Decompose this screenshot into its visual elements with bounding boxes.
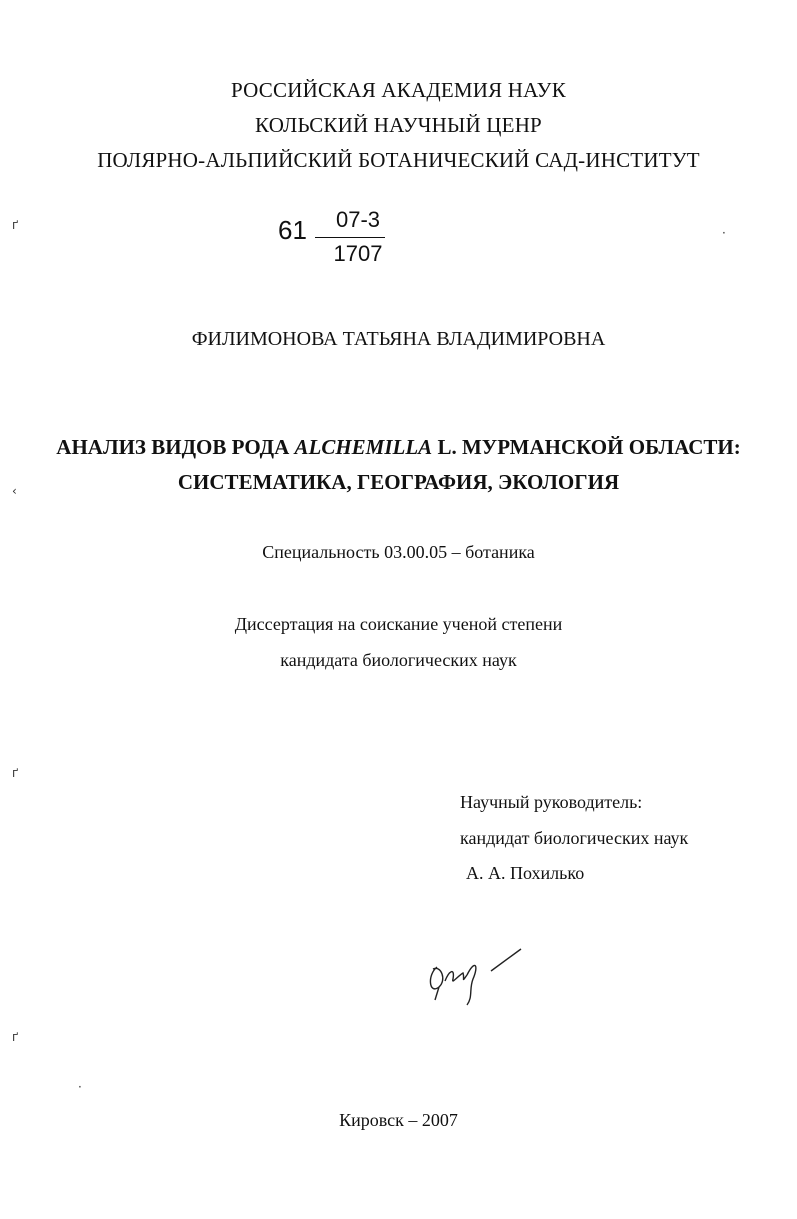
specialty: Специальность 03.00.05 – ботаника <box>262 542 535 562</box>
fraction-line <box>315 237 385 238</box>
title-line-2: СИСТЕМАТИКА, ГЕОГРАФИЯ, ЭКОЛОГИЯ <box>177 470 620 494</box>
advisor-label: Научный руководитель: <box>460 792 643 812</box>
scan-mark: ‹ <box>12 484 17 498</box>
title-part-1: АНАЛИЗ ВИДОВ РОДА <box>56 435 295 459</box>
scan-dot: · <box>722 226 726 240</box>
signature <box>425 945 525 1010</box>
title-line-1 <box>0 435 797 460</box>
advisor-degree: кандидат биологических наук <box>460 828 689 848</box>
catalog-denominator: 1707 <box>333 241 383 266</box>
dissertation-line-2: кандидата биологических наук <box>280 650 517 670</box>
title-genus: ALCHEMILLA <box>294 435 433 459</box>
org-center: КОЛЬСКИЙ НАУЧНЫЙ ЦЕНР <box>255 113 542 137</box>
dissertation-line-1: Диссертация на соискание ученой степени <box>234 614 563 634</box>
advisor-name: А. А. Похилько <box>466 863 585 883</box>
scan-mark: ґ <box>12 218 19 232</box>
author-name: ФИЛИМОНОВА ТАТЬЯНА ВЛАДИМИРОВНА <box>191 328 606 350</box>
scan-dot: · <box>78 1080 82 1094</box>
footer-place-year: Кировск – 2007 <box>339 1110 458 1130</box>
org-institute: ПОЛЯРНО-АЛЬПИЙСКИЙ БОТАНИЧЕСКИЙ САД-ИНСТИТУТ <box>97 148 700 172</box>
catalog-prefix: 61 <box>278 215 307 245</box>
org-academy: РОССИЙСКАЯ АКАДЕМИЯ НАУК <box>231 78 566 102</box>
title-part-2: L. МУРМАНСКОЙ ОБЛАСТИ: <box>432 435 741 459</box>
scan-mark: ґ <box>12 766 19 780</box>
scan-mark: ґ <box>12 1030 19 1044</box>
catalog-numerator: 07-3 <box>335 207 381 232</box>
